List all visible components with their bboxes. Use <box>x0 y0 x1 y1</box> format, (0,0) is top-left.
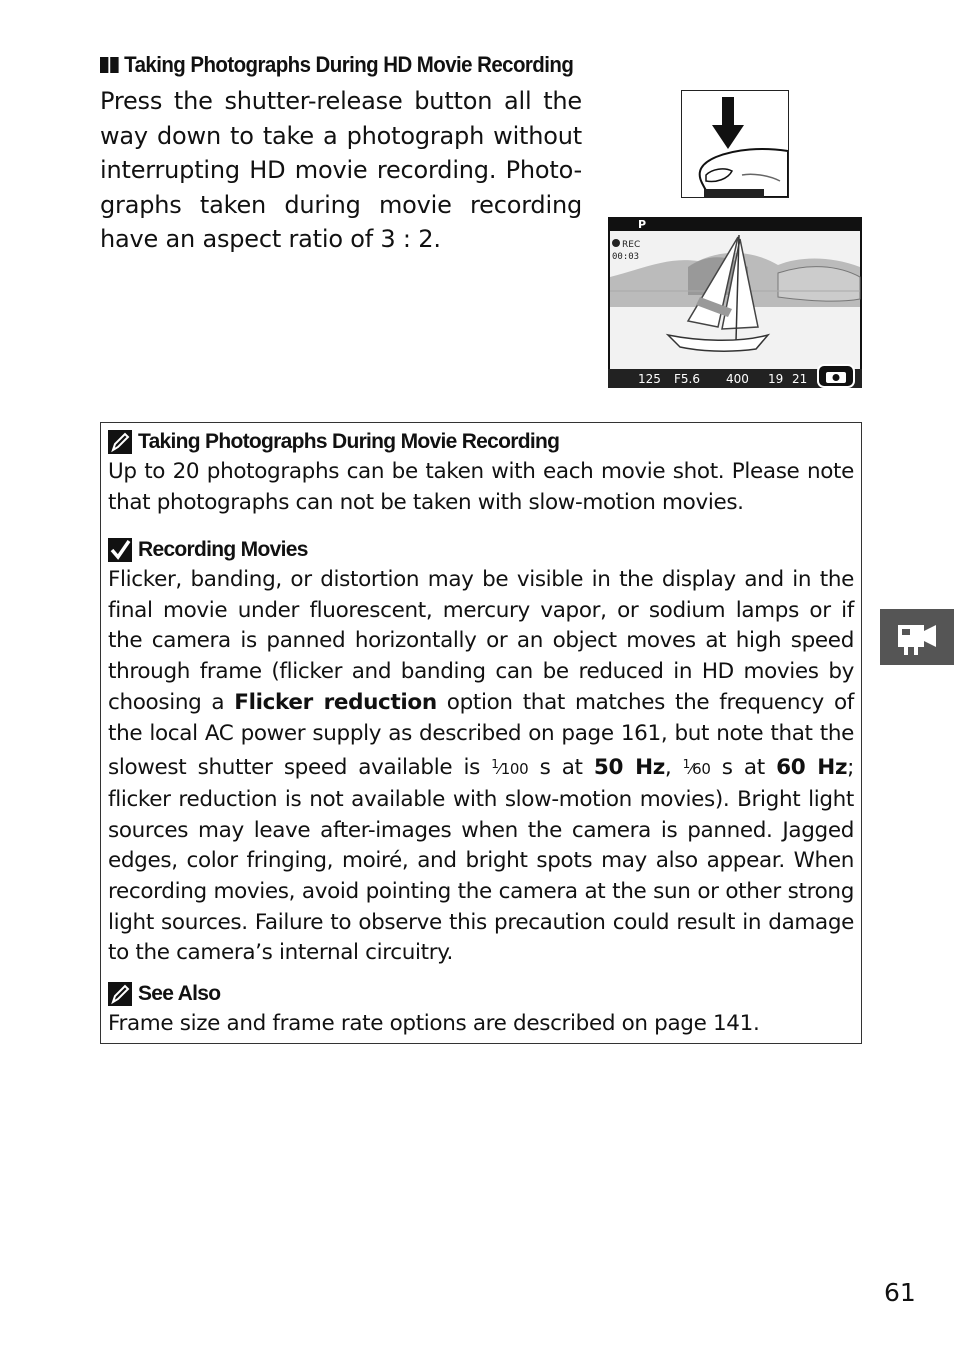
movie-camera-icon <box>880 609 954 665</box>
finger-press-icon <box>682 91 788 197</box>
lcd-shutter: 125 <box>638 372 661 386</box>
fraction-60: $^1$⁄60 <box>682 757 711 779</box>
lcd-aperture: F5.6 <box>674 372 700 386</box>
lcd-screen-figure <box>608 217 862 388</box>
lcd-time: 00:03 <box>612 252 640 262</box>
lcd-frames: 19 <box>768 372 784 386</box>
chapter-tab <box>880 609 954 665</box>
lcd-iso: 400 <box>726 372 749 386</box>
flicker-reduction-option: Flicker reduction <box>234 689 437 715</box>
section-heading-text: Taking Photographs During HD Movie Recording <box>124 52 574 77</box>
lcd-mode: P <box>638 218 647 231</box>
lcd-frames2: 21 <box>792 372 808 386</box>
intro-paragraph: Press the shutter-release button all the way down to take a photograph without interrupting HD movie recording. Photo-graphs taken during movie recording have an aspect ratio of 3 : 2. <box>100 87 582 253</box>
note-body: Frame size and frame rate options are described on page 141. <box>108 1011 760 1036</box>
note-recording-movies <box>108 535 854 969</box>
note-photos-during-movie <box>108 427 854 518</box>
note-title: See Also <box>138 982 221 1005</box>
checkmark-icon <box>108 538 132 562</box>
section-marker-icon <box>100 57 119 73</box>
fraction-100: $^1$⁄100 <box>491 757 529 779</box>
notes-box <box>100 422 862 1044</box>
note-title: Recording Movies <box>138 538 308 561</box>
pencil-icon <box>108 982 132 1006</box>
section-heading <box>100 52 573 78</box>
note-title: Taking Photographs During Movie Recording <box>138 430 560 453</box>
note-body: Flicker, banding, or distortion may be visible in the display and in the final movie under fluorescent, mercury vapor, or sodium lamps or if the camera is panned horizontally or an object moves at high speed through frame (flicker and banding can be reduced in HD movies by choosing a Flicker reduction option that matches the frequency of the local AC power supply as described on page 161, but note that the slowest shutter speed available is $^1$⁄100 s at 50 Hz, $^1$⁄60 s at 60 Hz; flicker reduction is not available with slow-motion movies). Bright light sources may leave after-images when the camera is panned. Jagged edges, color fringing, moiré, and bright spots may also appear. When recording movies, avoid pointing the camera at the sun or other strong light sources. Failure to observe this precaution could result in damage to the camera’s internal circuitry. <box>108 567 855 966</box>
lcd-scene <box>608 217 862 388</box>
pencil-icon <box>108 430 132 454</box>
page-number: 61 <box>884 1278 916 1307</box>
note-body: Up to 20 photographs can be taken with each movie shot. Please note that photographs can not be taken with slow-motion movies. <box>108 459 854 515</box>
lcd-rec: REC <box>622 240 641 250</box>
note-see-also <box>108 979 854 1040</box>
shutter-release-figure <box>681 90 789 198</box>
